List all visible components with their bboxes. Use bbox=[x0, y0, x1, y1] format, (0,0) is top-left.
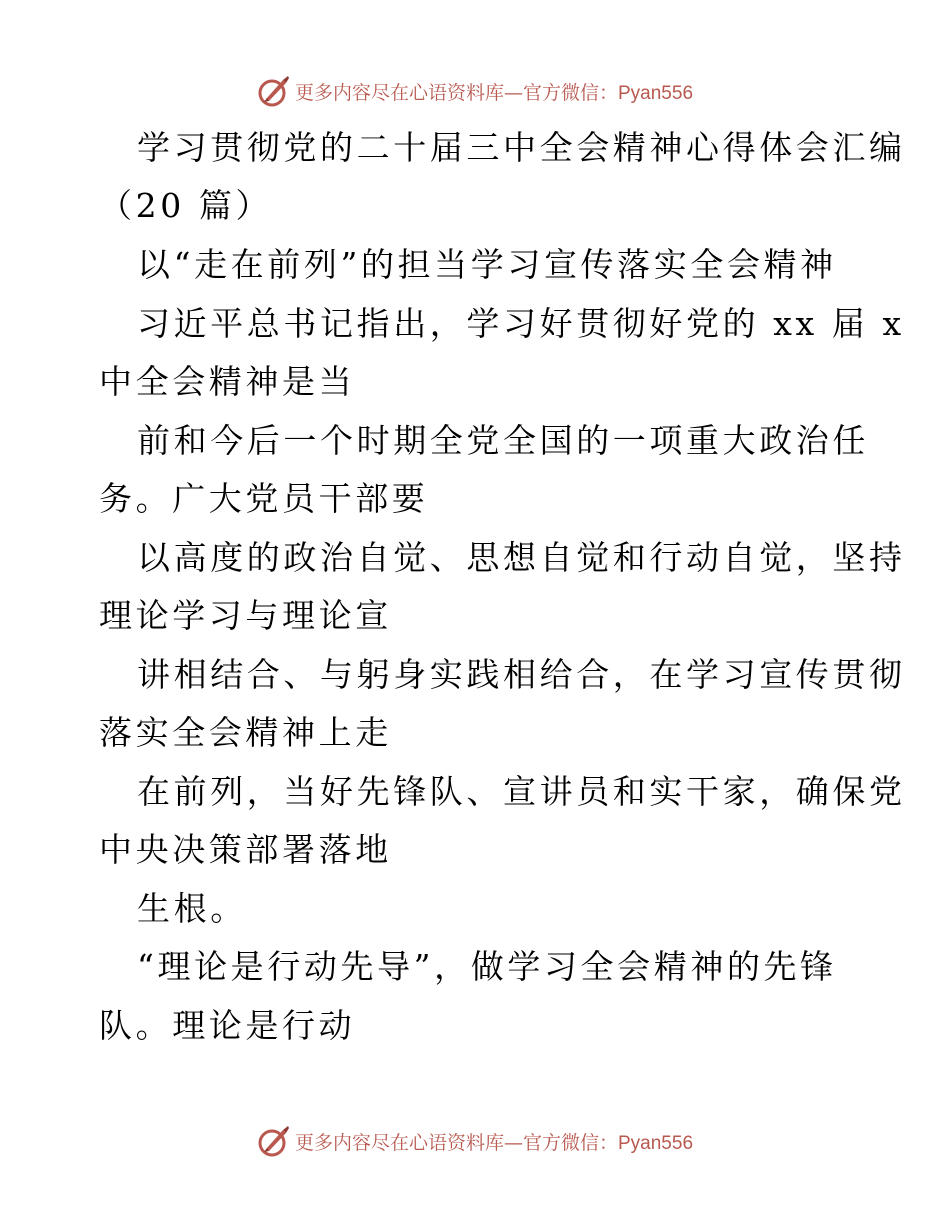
document-title-line-2: （20 篇） bbox=[99, 186, 273, 225]
watermark-wechat-id: Pyan556 bbox=[618, 1132, 694, 1154]
paragraph-line: 队。理论是行动 bbox=[99, 1006, 356, 1045]
document-title-line-1: 学习贯彻党的二十届三中全会精神心得体会汇编 bbox=[137, 128, 906, 167]
paragraph-line: 前和今后一个时期全党全国的一项重大政治任 bbox=[137, 421, 869, 460]
paragraph-line: 在前列，当好先锋队、宣讲员和实干家，确保党 bbox=[137, 772, 906, 811]
paragraph-line: 落实全会精神上走 bbox=[99, 713, 392, 752]
paragraph-line: 务。广大党员干部要 bbox=[99, 479, 429, 518]
paragraph-line: 生根。 bbox=[137, 889, 247, 928]
paragraph-line: 讲相结合、与躬身实践相给合，在学习宣传贯彻 bbox=[137, 655, 906, 694]
paragraph-line: 理论学习与理论宣 bbox=[99, 596, 392, 635]
paragraph-line: 以高度的政治自觉、思想自觉和行动自觉，坚持 bbox=[137, 538, 906, 577]
paragraph-line: 习近平总书记指出，学习好贯彻好党的 xx 届 x bbox=[137, 304, 905, 343]
watermark-text: 更多内容尽在心语资料库—官方微信： bbox=[294, 1131, 618, 1154]
watermark-text: 更多内容尽在心语资料库—官方微信： bbox=[294, 81, 618, 104]
watermark-wechat-id: Pyan556 bbox=[618, 82, 694, 104]
footer-watermark bbox=[0, 1121, 950, 1161]
quill-pen-logo-icon bbox=[257, 74, 291, 108]
paragraph-line: 中全会精神是当 bbox=[99, 362, 356, 401]
quill-pen-logo-icon bbox=[257, 1124, 291, 1158]
section-heading: 以“走在前列”的担当学习宣传落实全会精神 bbox=[137, 245, 837, 284]
header-watermark bbox=[0, 71, 950, 111]
paragraph-line: “理论是行动先导”，做学习全会精神的先锋 bbox=[137, 947, 837, 986]
paragraph-line: 中央决策部署落地 bbox=[99, 830, 392, 869]
